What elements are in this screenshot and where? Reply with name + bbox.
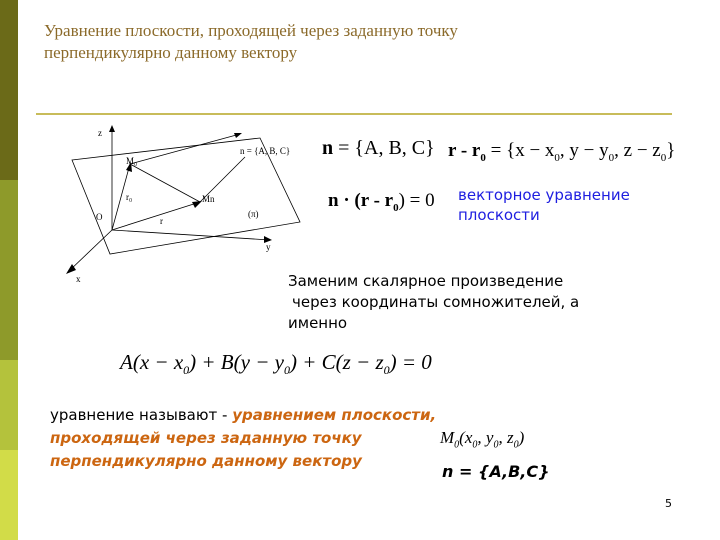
rdiff-subscript: 0: [480, 151, 486, 164]
definition-plain: уравнение называют -: [50, 406, 233, 424]
definition-emphasis: проходящей через заданную точку: [50, 429, 362, 447]
m0-part: , z: [498, 428, 514, 447]
sub-zero: 0: [183, 363, 190, 378]
rdiff-symbol: r - r: [448, 140, 481, 161]
m-label: M: [202, 194, 211, 204]
sidebar-segment: [0, 360, 18, 450]
sub-zero: 0: [554, 151, 560, 164]
normal-vector-arrow: [234, 133, 242, 138]
m0-part: (x: [459, 428, 473, 447]
replace-line: именно: [288, 314, 348, 332]
rdiff-part: = {x − x: [485, 140, 555, 161]
dot-subscript: 0: [393, 201, 399, 214]
definition-emphasis: уравнением плоскости,: [232, 406, 437, 424]
x-label: x: [76, 274, 81, 284]
sub-zero: 0: [660, 151, 667, 164]
normal-label: n = {A, B, C}: [240, 146, 291, 156]
sub-zero: 0: [472, 439, 478, 451]
plane-figure: [60, 122, 310, 292]
n-label: n: [210, 194, 215, 204]
vector-equation-caption: [458, 185, 630, 225]
difference-vector-formula: [448, 140, 675, 164]
m0-symbol: M: [440, 428, 455, 447]
replace-paragraph: [288, 271, 579, 334]
origin-label: O: [96, 212, 103, 222]
r-label: r: [160, 216, 163, 226]
vector-m0m: [130, 164, 200, 202]
replace-line: Заменим скалярное произведение: [288, 272, 564, 290]
scalar-part: ) + C(z − z: [289, 350, 384, 374]
dot-n: n ·: [328, 190, 350, 211]
normal-vector-formula: [322, 137, 435, 160]
page-number: 5: [665, 497, 672, 510]
sub-zero: 0: [493, 439, 499, 451]
n-equals: = {A, B, C}: [333, 137, 435, 159]
sub-zero: 0: [608, 151, 615, 164]
vector-caption-line: векторное уравнение: [458, 186, 630, 204]
z-axis-arrow: [109, 125, 115, 132]
n-final-text: n = {A,B,C}: [442, 462, 550, 481]
scalar-part: ) = 0: [389, 350, 432, 374]
definition-paragraph: [50, 404, 436, 473]
dot-product-formula: [328, 183, 435, 214]
rdiff-part: , y − y: [559, 140, 609, 161]
sub-zero: 0: [513, 439, 519, 451]
m0-subscript: 0: [454, 439, 460, 451]
n-symbol: n: [322, 137, 334, 159]
scalar-part: ) + B(y − y: [189, 350, 284, 374]
plane-label: (π): [248, 209, 259, 219]
r0-label: r₀: [126, 192, 133, 202]
y-label: y: [266, 242, 271, 252]
replace-line: через координаты сомножителей, а: [292, 293, 580, 311]
rdiff-part: , z − z: [614, 140, 661, 161]
dot-close: ) = 0: [398, 190, 435, 211]
z-label: z: [98, 128, 102, 138]
normal-vector-final: [442, 462, 550, 481]
dot-paren-content: (r - r: [354, 190, 394, 211]
scalar-part: A(x − x: [120, 350, 184, 374]
title-line: Уравнение плоскости, проходящей через заданную точку: [44, 21, 458, 40]
m0-part: ): [518, 428, 525, 447]
rdiff-part: }: [666, 140, 676, 161]
vector-caption-line: плоскости: [458, 206, 540, 224]
page-title: [44, 20, 604, 64]
title-line: перпендикулярно данному вектору: [44, 43, 298, 62]
scalar-equation: [120, 350, 432, 378]
sidebar-segment: [0, 450, 18, 540]
x-axis: [68, 230, 112, 272]
vector-r: [112, 202, 200, 230]
sub-zero: 0: [283, 363, 290, 378]
sidebar-segment: [0, 180, 18, 360]
normal-vector: [130, 134, 240, 164]
definition-line: [50, 404, 436, 427]
point-formula: [440, 428, 524, 450]
m0-label: M₀: [126, 156, 138, 166]
m0-part: , y: [477, 428, 494, 447]
sidebar-segment: [0, 0, 18, 180]
sub-zero: 0: [383, 363, 390, 378]
y-axis: [112, 230, 270, 240]
sidebar-decoration: [0, 0, 18, 540]
title-divider: [36, 113, 672, 115]
definition-emphasis: перпендикулярно данному вектору: [50, 452, 362, 470]
